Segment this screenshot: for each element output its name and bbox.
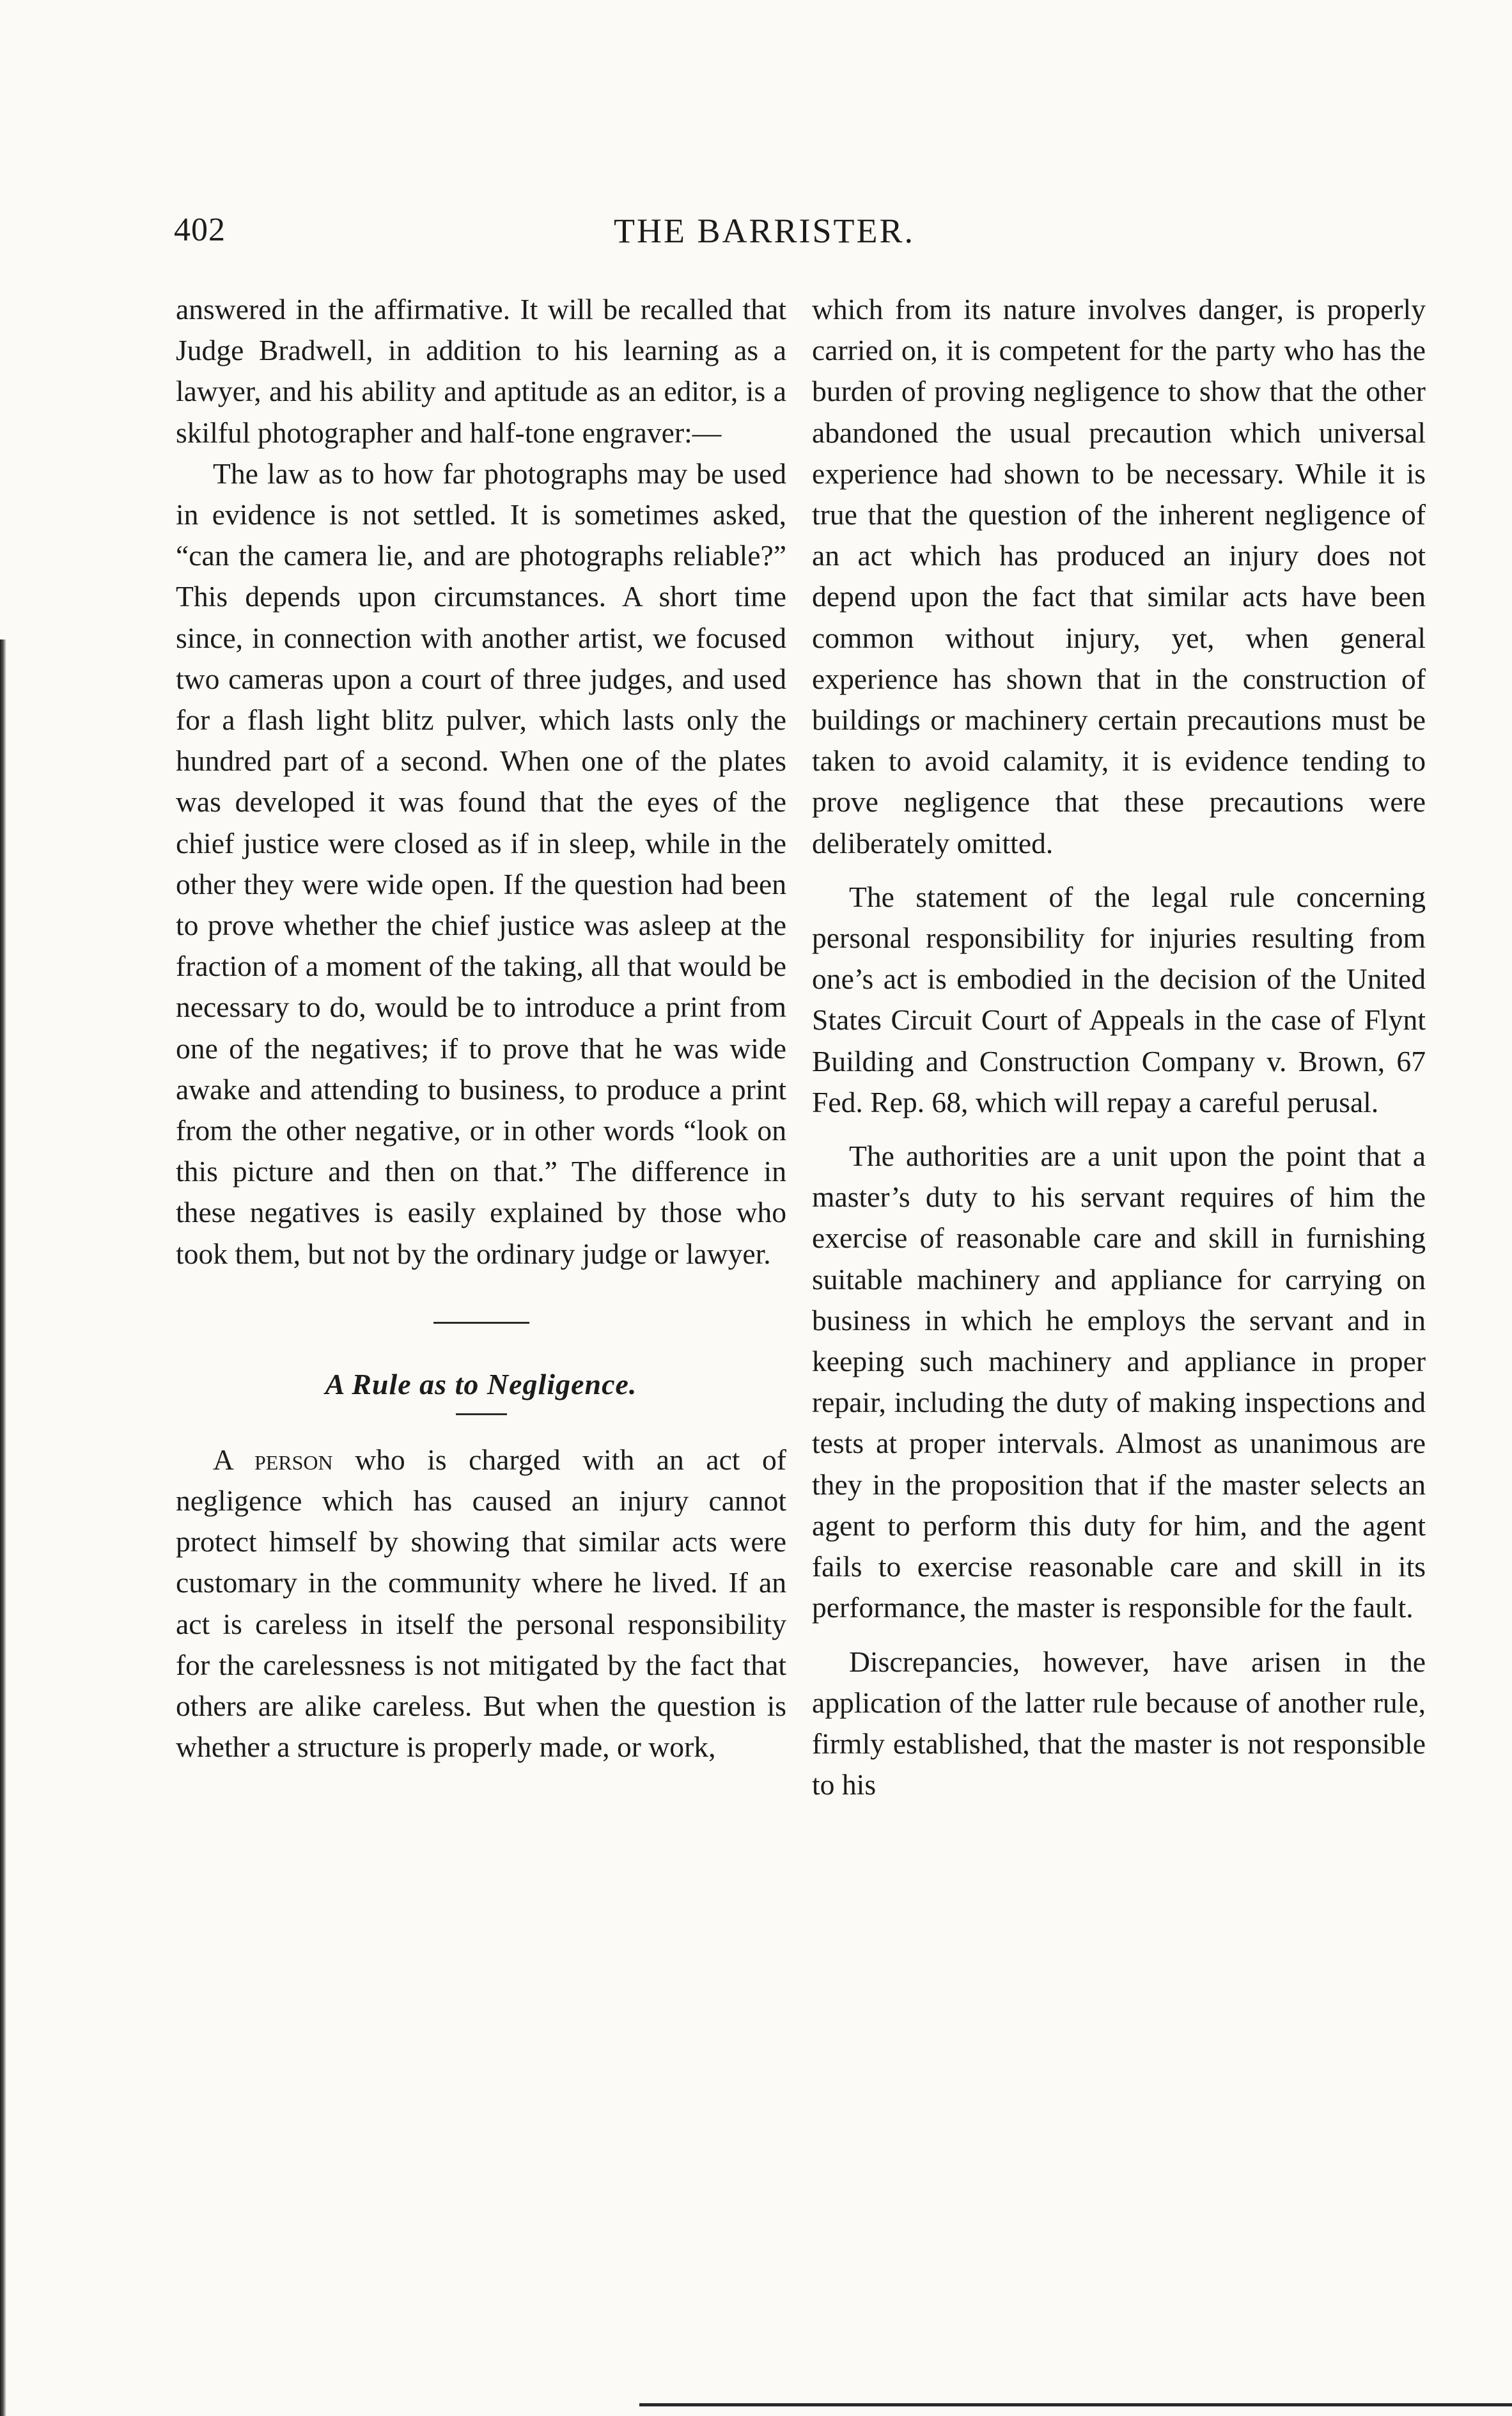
paragraph: which from its nature involves danger, is properly carried on, it is competent for the party who has the burden of proving negligence to show that the other abandoned the usual precaution which universal experience had shown to be necessary. While it is true that the question of the inherent negligence of an act which has produced an injury does not depend upon the fact that similar acts have been common without injury, yet, when general experience has shown that in the construction of buildings or machinery certain precautions must be taken to avoid calamity, it is evidence tending to prove negligence that these precautions were deliberately omitted. [812, 293, 1426, 859]
paragraph [176, 1439, 786, 1768]
section-divider [433, 1322, 529, 1324]
scan-edge [0, 639, 6, 2416]
running-head: THE BARRISTER. [614, 212, 916, 250]
paragraph-lead: A person [213, 1443, 333, 1476]
left-column [176, 289, 786, 1768]
paragraph: answered in the affirmative. It will be recalled that Judge Bradwell, in addition to his learning as a lawyer, and his ability and aptitude as an editor, is a skilful photographer and half-tone engraver:— [176, 293, 786, 449]
heading-underline [456, 1413, 507, 1415]
paragraph: The statement of the legal rule concerning personal responsibility for injuries resulting from one’s act is embodied in the decision of the United States Circuit Court of Appeals in the case of Flynt Building and Construction Company v. Brown, 67 Fed. Rep. 68, which will repay a careful perusal. [812, 880, 1426, 1118]
scan-bottom-line [639, 2403, 1512, 2406]
paragraph: Discrepancies, however, have arisen in the application of the latter rule because of another rule, firmly established, that the master is not responsible to his [812, 1645, 1426, 1801]
paragraph: The authorities are a unit upon the point that a master’s duty to his servant requires of him the exercise of reasonable care and skill in furnishing suitable machinery and appliance for carrying on business in which he employs the servant and in keeping such machinery and appliance in proper repair, including the duty of making inspections and tests at proper intervals. Almost as unanimous are they in the proposition that if the master selects an agent to perform this duty for him, and the agent fails to exercise reasonable care and skill in its performance, the master is responsible for the fault. [812, 1140, 1426, 1624]
paragraph: The law as to how far photographs may be used in evidence is not settled. It is sometimes asked, “can the camera lie, and are photographs reliable?” This depends upon circumstances. A short time since, in connection with another artist, we focused two cameras upon a court of three judges, and used for a flash light blitz pulver, which lasts only the hundred part of a second. When one of the plates was developed it was found that the eyes of the chief justice were closed as if in sleep, while in the other they were wide open. If the question had been to prove whether the chief justice was asleep at the fraction of a moment of the taking, all that would be necessary to do, would be to introduce a print from one of the negatives; if to prove that he was wide awake and attending to business, to produce a print from the other negative, or in other words “look on this picture and then on that.” The difference in these negatives is easily explained by those who took them, but not by the ordinary judge or lawyer. [176, 457, 786, 1270]
section-heading: A Rule as to Negligence. [325, 1367, 637, 1400]
page-number: 402 [174, 212, 226, 248]
paragraph-text: who is charged with an act of negligence which has caused an injury cannot protect himself by showing that similar acts were customary in the community where he lived. If an act is careless in itself the personal responsibility for the carelessness is not mitigated by the fact that others are alike careless. But when the question is whether a structure is properly made, or work, [176, 1443, 786, 1764]
right-column [812, 289, 1426, 1805]
